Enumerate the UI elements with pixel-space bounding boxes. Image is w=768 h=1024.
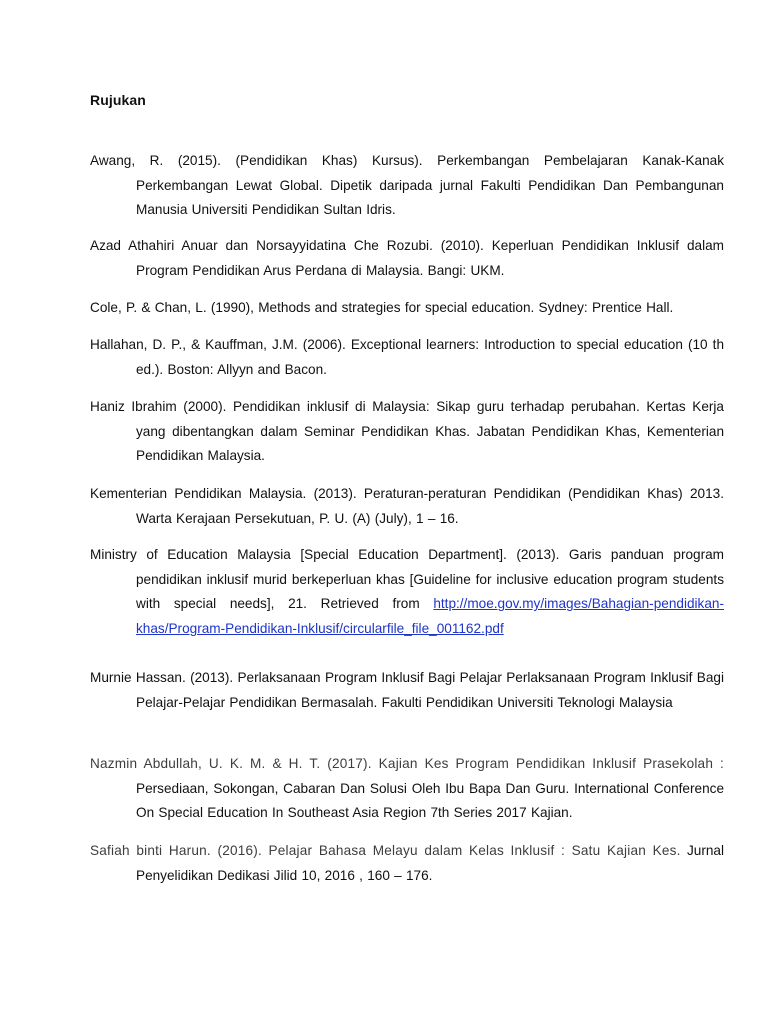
reference-entry-murnie <box>90 666 724 715</box>
reference-entry-hallahan <box>90 333 724 382</box>
reference-text: Azad Athahiri Anuar dan Norsayyidatina Che Rozubi. (2010). Keperluan Pendidikan Inklusif dalam Program Pendidikan Arus Perdana di Malaysia. Bangi: UKM. <box>90 238 724 278</box>
reference-entry-cole <box>90 296 724 321</box>
reference-entry-safiah <box>90 839 724 888</box>
reference-text: Kementerian Pendidikan Malaysia. (2013). Peraturan-peraturan Pendidikan (Pendidikan Khas) 2013. Warta Kerajaan Persekutuan, P. U. (A) (July), 1 – 16. <box>90 486 724 526</box>
page-title: Rujukan <box>90 92 146 108</box>
reference-entry-azad <box>90 234 724 283</box>
reference-entry-awang <box>90 149 724 223</box>
reference-entry-ministry <box>90 543 724 642</box>
reference-lead-text: Nazmin Abdullah, U. K. M. & H. T. (2017). Kajian Kes Program Pendidikan Inklusif Prasekolah : <box>90 756 724 771</box>
reference-text: Awang, R. (2015). (Pendidikan Khas) Kursus). Perkembangan Pembelajaran Kanak-Kanak Perkembangan Lewat Global. Dipetik daripada jurnal Fakulti Pendidikan Dan Pembangunan Manusia Universiti Pendidikan Sultan Idris. <box>90 153 724 218</box>
reference-entry-haniz <box>90 395 724 469</box>
reference-link[interactable]: http://moe.gov.my/images/Bahagian-pendidikan-khas/Program-Pendidikan-Inklusif/circularfile_file_001162.pdf <box>136 596 724 637</box>
reference-text: Haniz Ibrahim (2000). Pendidikan inklusif di Malaysia: Sikap guru terhadap perubahan. Kertas Kerja yang dibentangkan dalam Seminar Pendidikan Khas. Jabatan Pendidikan Khas, Kementerian Pendidikan Malaysia. <box>90 399 724 464</box>
reference-text: Cole, P. & Chan, L. (1990), Methods and strategies for special education. Sydney: Prentice Hall. <box>90 300 674 315</box>
reference-entry-nazmin <box>90 752 724 826</box>
reference-text: Jurnal Penyelidikan Dedikasi Jilid 10, 2016 , 160 – 176. <box>136 843 724 883</box>
reference-text: Murnie Hassan. (2013). Perlaksanaan Program Inklusif Bagi Pelajar Perlaksanaan Program Inklusif Bagi Pelajar-Pelajar Pendidikan Bermasalah. Fakulti Pendidikan Universiti Teknologi Malaysia <box>90 670 724 710</box>
reference-entry-kementerian <box>90 482 724 531</box>
reference-lead-text: Safiah binti Harun. (2016). Pelajar Bahasa Melayu dalam Kelas Inklusif : Satu Kajian Kes. <box>90 843 681 858</box>
reference-text: Hallahan, D. P., & Kauffman, J.M. (2006). Exceptional learners: Introduction to special education (10 th ed.). Boston: Allyyn and Bacon. <box>90 337 724 377</box>
reference-text: Ministry of Education Malaysia [Special Education Department]. (2013). Garis panduan program pendidikan inklusif murid berkeperluan khas [Guideline for inclusive education program students with special needs], 21. Retrieved from <box>90 547 724 612</box>
reference-text: Persediaan, Sokongan, Cabaran Dan Solusi Oleh Ibu Bapa Dan Guru. International Conference On Special Education In Southeast Asia Region 7th Series 2017 Kajian. <box>136 780 724 821</box>
